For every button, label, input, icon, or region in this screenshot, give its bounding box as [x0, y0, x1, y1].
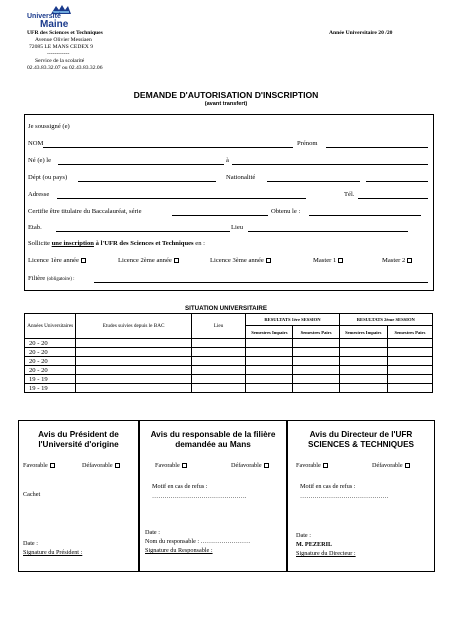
master-2-checkbox[interactable] [407, 258, 412, 263]
etudes-cell[interactable] [76, 375, 191, 384]
col-header-res1: RESULTATS 1ère SESSION [246, 314, 339, 326]
sub-pairs-1: Semestres Pairs [293, 326, 339, 339]
faculty-name: UFR des Sciences et Techniques [27, 30, 103, 36]
prenom-field[interactable] [326, 147, 428, 148]
etudes-cell[interactable] [76, 384, 191, 393]
president-defavorable-checkbox[interactable] [115, 463, 120, 468]
table-row [25, 375, 433, 384]
responsable-date: Date : [145, 529, 160, 536]
dept-field[interactable] [78, 181, 216, 182]
sollicite-post: en : [193, 240, 205, 247]
responsable-favorable-checkbox[interactable] [182, 463, 187, 468]
option-licence-3[interactable] [210, 257, 271, 264]
avis-directeur-title: Avis du Directeur de l'UFR SCIENCES & TECHNIQUES [308, 430, 414, 449]
res-cell[interactable] [387, 339, 432, 348]
licence-1-label: Licence 1ère année [28, 257, 79, 264]
avis-president-title: Avis du Président de l'Université d'origine [38, 430, 119, 449]
prenom-label: Prénom [297, 140, 318, 147]
res-cell[interactable] [339, 375, 387, 384]
obtenu-field[interactable] [309, 215, 421, 216]
responsable-defavorable-checkbox[interactable] [264, 463, 269, 468]
birth-place-field[interactable] [232, 164, 428, 165]
table-row [25, 357, 433, 366]
responsable-signature: Signature du Responsable : [145, 547, 213, 554]
directeur-date: Date : [296, 532, 311, 539]
responsable-favorable[interactable] [155, 462, 187, 469]
filiere-note: (obligatoire) : [46, 277, 75, 282]
master-1-checkbox[interactable] [338, 258, 343, 263]
lieu-cell[interactable] [191, 357, 246, 366]
etab-label: Etab. [28, 224, 42, 231]
res-cell[interactable] [293, 339, 339, 348]
res-cell[interactable] [339, 357, 387, 366]
situation-title: SITUATION UNIVERSITAIRE [185, 305, 267, 312]
option-master-1[interactable] [313, 257, 343, 264]
president-favorable-label: Favorable [23, 462, 48, 469]
lieu-cell[interactable] [191, 348, 246, 357]
lieu-label: Lieu [231, 224, 244, 231]
nom-field[interactable] [43, 147, 293, 148]
etudes-cell[interactable] [76, 348, 191, 357]
res-cell[interactable] [246, 348, 293, 357]
directeur-motif-dots[interactable]: ……………………………………. [300, 493, 389, 500]
res-cell[interactable] [293, 348, 339, 357]
res-cell[interactable] [339, 384, 387, 393]
situation-table [24, 313, 433, 393]
adresse-field[interactable] [57, 198, 306, 199]
option-master-2[interactable] [382, 257, 412, 264]
res-cell[interactable] [246, 375, 293, 384]
lieu-cell[interactable] [191, 384, 246, 393]
etudes-cell[interactable] [76, 357, 191, 366]
university-logo [22, 4, 84, 32]
a-label: à [226, 157, 229, 164]
president-date: Date : [23, 540, 38, 547]
licence-2-label: Licence 2ème année [118, 257, 172, 264]
identity-form [24, 114, 434, 291]
option-licence-2[interactable] [118, 257, 179, 264]
je-soussigne-label: Je soussigné (e) [28, 123, 70, 130]
licence-1-checkbox[interactable] [81, 258, 86, 263]
directeur-favorable-checkbox[interactable] [323, 463, 328, 468]
president-favorable[interactable] [23, 462, 55, 469]
filiere-text: Filière [28, 275, 46, 282]
directeur-defavorable-checkbox[interactable] [405, 463, 410, 468]
service-label: Service de la scolarité [35, 58, 85, 64]
directeur-favorable[interactable] [296, 462, 328, 469]
res-cell[interactable] [293, 375, 339, 384]
year-cell: 20 - 20 [25, 339, 76, 348]
sub-pairs-2: Semestres Pairs [387, 326, 432, 339]
responsable-nom: Nom du responsable : …………………… [145, 538, 251, 545]
directeur-motif: Motif en cas de refus : [300, 483, 356, 490]
licence-3-checkbox[interactable] [266, 258, 271, 263]
nationalite-label: Nationalité [226, 174, 256, 181]
filiere-label [28, 275, 75, 282]
directeur-defavorable-label: Défavorable [372, 462, 403, 469]
bac-serie-field[interactable] [172, 215, 268, 216]
table-row [25, 366, 433, 375]
certifie-label: Certifie être titulaire du Baccalauréat, série [28, 208, 142, 215]
adresse-label: Adresse [28, 191, 50, 198]
lieu-cell[interactable] [191, 366, 246, 375]
ne-le-label: Né (e) le [28, 157, 52, 164]
lieu-field[interactable] [248, 231, 408, 232]
option-licence-1[interactable] [28, 257, 86, 264]
table-row [25, 384, 433, 393]
responsable-defavorable-label: Défavorable [231, 462, 262, 469]
sollicite-inscription: une inscription [51, 240, 94, 247]
res-cell[interactable] [246, 357, 293, 366]
dashes: ------------ [47, 51, 70, 57]
res-cell[interactable] [387, 384, 432, 393]
sollicite-pre: Sollicite [28, 240, 52, 247]
res-cell[interactable] [293, 384, 339, 393]
nom-label: NOM [28, 140, 44, 147]
dept-label: Dépt (ou pays) [28, 174, 68, 181]
res-cell[interactable] [387, 375, 432, 384]
nationalite-field-2[interactable] [366, 181, 428, 182]
sollicite-ufr: à l'UFR des Sciences et Techniques [93, 240, 194, 247]
master-1-label: Master 1 [313, 257, 337, 264]
filiere-field[interactable] [94, 282, 428, 283]
address-line-2: 72085 LE MANS CEDEX 9 [29, 44, 94, 50]
res-cell[interactable] [387, 348, 432, 357]
phone-numbers: 02.43.83.32.07 ou 02.43.83.32.06 [27, 65, 103, 71]
responsable-motif: Motif en cas de refus : [152, 483, 208, 490]
directeur-signature: Signature du Directeur : [296, 550, 356, 557]
res-cell[interactable] [387, 357, 432, 366]
res-cell[interactable] [387, 366, 432, 375]
table-row [25, 339, 433, 348]
master-2-label: Master 2 [382, 257, 406, 264]
year-cell: 19 - 19 [25, 384, 76, 393]
table-row [25, 348, 433, 357]
year-cell: 20 - 20 [25, 348, 76, 357]
col-header-etudes: Etudes suivies depuis le BAC [76, 314, 191, 339]
sollicite-text [28, 240, 205, 247]
res-cell[interactable] [246, 366, 293, 375]
etab-field[interactable] [56, 231, 230, 232]
avis-responsable-title: Avis du responsable de la filière demandée au Mans [150, 430, 276, 449]
president-defavorable-label: Défavorable [82, 462, 113, 469]
res-cell[interactable] [293, 366, 339, 375]
responsable-defavorable[interactable] [231, 462, 269, 469]
obtenu-label: Obtenu le : [271, 208, 301, 215]
president-cachet: Cachet [23, 491, 41, 498]
page-title: DEMANDE D'AUTORISATION D'INSCRIPTION [133, 90, 319, 100]
responsable-motif-dots[interactable]: ………………………………………. [152, 493, 247, 500]
res-cell[interactable] [293, 357, 339, 366]
year-cell: 19 - 19 [25, 375, 76, 384]
res-cell[interactable] [339, 348, 387, 357]
lieu-cell[interactable] [191, 375, 246, 384]
etudes-cell[interactable] [76, 339, 191, 348]
directeur-favorable-label: Favorable [296, 462, 321, 469]
col-header-res2: RESULTATS 2ème SESSION [339, 314, 432, 326]
president-signature: Signature du Président : [23, 549, 83, 556]
directeur-defavorable[interactable] [372, 462, 410, 469]
licence-3-label: Licence 3ème année [210, 257, 264, 264]
academic-year: Année Universitaire 20 /20 [329, 30, 393, 36]
birth-date-field[interactable] [58, 164, 224, 165]
tel-label: Tél. [344, 191, 355, 198]
year-cell: 20 - 20 [25, 357, 76, 366]
address-line-1: Avenue Olivier Messiaen [35, 37, 92, 43]
responsable-favorable-label: Favorable [155, 462, 180, 469]
res-cell[interactable] [246, 339, 293, 348]
directeur-name: M. PEZERIL [296, 541, 333, 548]
page-subtitle: (avant transfert) [204, 101, 248, 107]
lieu-cell[interactable] [191, 339, 246, 348]
president-defavorable[interactable] [82, 462, 120, 469]
president-favorable-checkbox[interactable] [50, 463, 55, 468]
col-header-lieu: Lieu [191, 314, 246, 339]
logo-text-universite: Université [27, 13, 61, 20]
licence-2-checkbox[interactable] [174, 258, 179, 263]
nationalite-field-1[interactable] [267, 181, 360, 182]
sub-impairs-1: Semestres Impairs [246, 326, 293, 339]
logo-text-maine: Maine [40, 19, 69, 30]
tel-field[interactable] [358, 198, 428, 199]
res-cell[interactable] [339, 366, 387, 375]
year-cell: 20 - 20 [25, 366, 76, 375]
res-cell[interactable] [339, 339, 387, 348]
col-header-annees: Années Universitaires [25, 314, 76, 339]
etudes-cell[interactable] [76, 366, 191, 375]
sub-impairs-2: Semestres Impairs [339, 326, 387, 339]
res-cell[interactable] [246, 384, 293, 393]
